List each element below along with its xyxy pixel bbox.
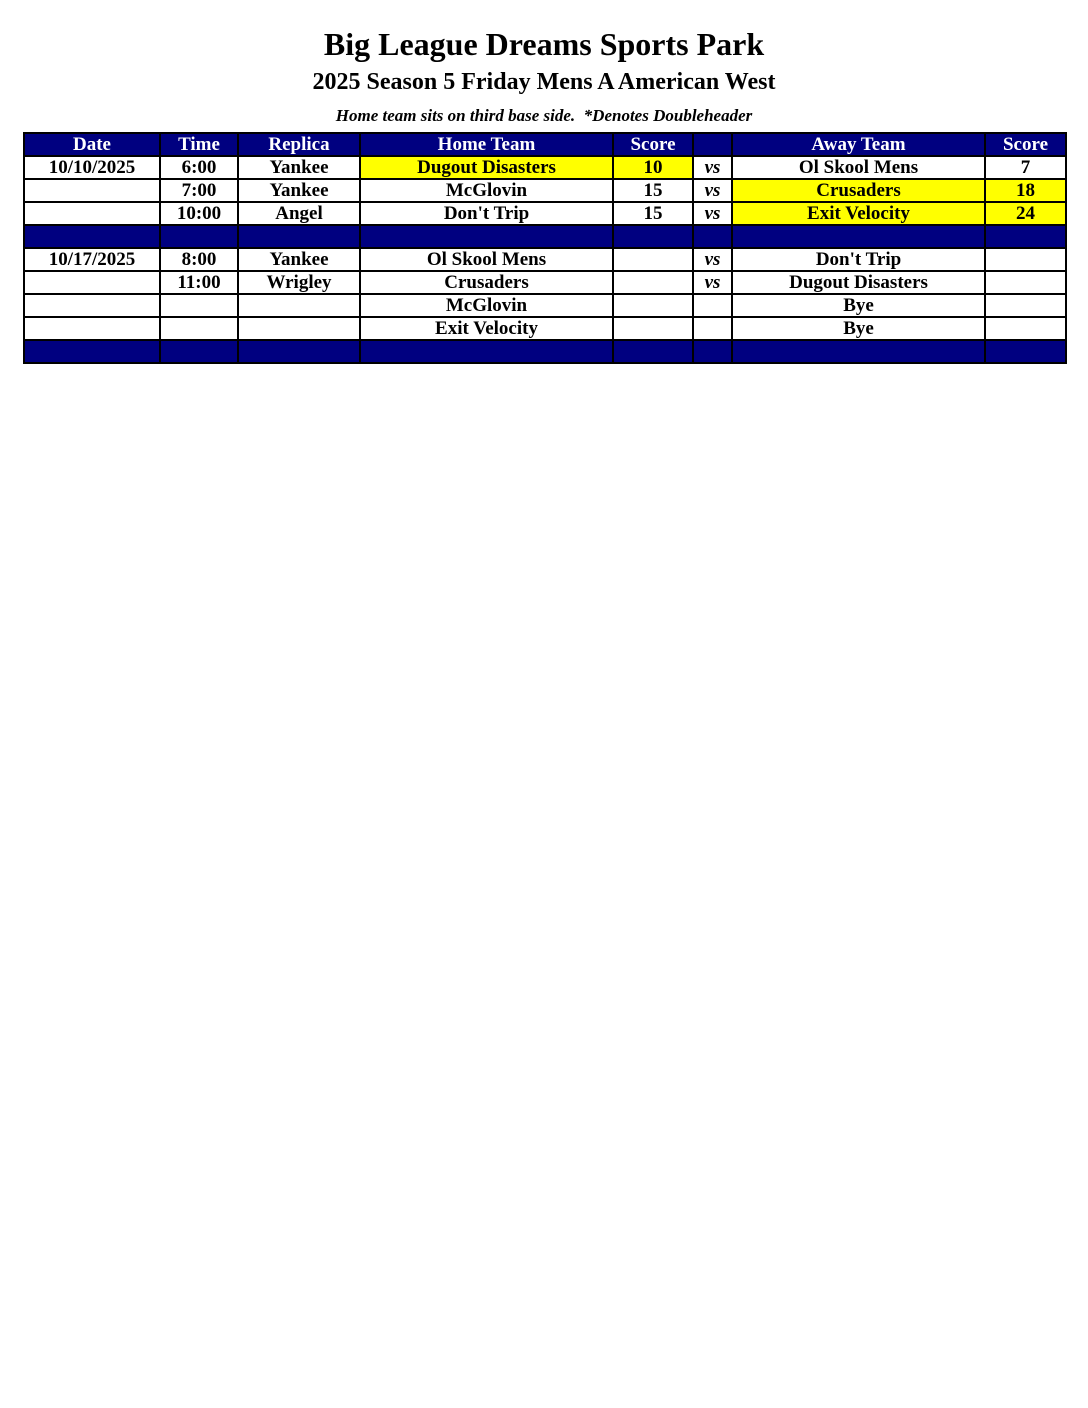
home-score-cell: 15 [613,179,693,202]
away-team-cell: Bye [732,317,985,340]
date-cell [24,294,160,317]
away-team-cell: Dugout Disasters [732,271,985,294]
separator-cell [238,225,360,248]
away-score-cell [985,294,1066,317]
vs-cell [693,317,732,340]
table-row [24,317,1066,340]
vs-cell: vs [693,156,732,179]
time-cell [160,294,238,317]
date-cell: 10/17/2025 [24,248,160,271]
separator-cell [24,340,160,363]
date-cell [24,317,160,340]
date-cell [24,202,160,225]
separator-cell [360,340,613,363]
vs-cell [693,294,732,317]
separator-cell [693,340,732,363]
home-score-cell [613,271,693,294]
home-team-cell: Exit Velocity [360,317,613,340]
separator-row [24,340,1066,363]
time-cell: 7:00 [160,179,238,202]
separator-cell [732,340,985,363]
table-header-row [24,133,1066,156]
separator-cell [985,225,1066,248]
replica-cell: Yankee [238,248,360,271]
column-header-home-team: Home Team [360,133,613,156]
away-team-cell: Crusaders [732,179,985,202]
home-team-cell: Crusaders [360,271,613,294]
time-cell: 6:00 [160,156,238,179]
replica-cell: Angel [238,202,360,225]
date-cell [24,179,160,202]
away-team-cell: Bye [732,294,985,317]
replica-cell: Yankee [238,156,360,179]
home-score-cell [613,294,693,317]
schedule-table [23,132,1067,364]
away-score-cell [985,271,1066,294]
away-team-cell: Don't Trip [732,248,985,271]
away-score-cell: 18 [985,179,1066,202]
column-header-home-score: Score [613,133,693,156]
separator-cell [360,225,613,248]
date-cell [24,271,160,294]
replica-cell [238,317,360,340]
away-score-cell [985,248,1066,271]
time-cell: 10:00 [160,202,238,225]
column-header-away-score: Score [985,133,1066,156]
away-team-cell: Ol Skool Mens [732,156,985,179]
separator-cell [613,340,693,363]
replica-cell [238,294,360,317]
column-header-vs [693,133,732,156]
home-team-cell: Ol Skool Mens [360,248,613,271]
column-header-time: Time [160,133,238,156]
table-row [24,294,1066,317]
away-score-cell: 24 [985,202,1066,225]
page-subtitle: 2025 Season 5 Friday Mens A American West [312,69,776,95]
vs-cell: vs [693,248,732,271]
separator-cell [24,225,160,248]
schedule-note: Home team sits on third base side. *Denotes Doubleheader [335,106,753,125]
home-score-cell [613,248,693,271]
column-header-date: Date [24,133,160,156]
vs-cell: vs [693,179,732,202]
home-score-cell: 15 [613,202,693,225]
page-title: Big League Dreams Sports Park [323,26,765,62]
home-team-cell: Don't Trip [360,202,613,225]
replica-cell: Wrigley [238,271,360,294]
home-team-cell: McGlovin [360,294,613,317]
table-row [24,179,1066,202]
time-cell: 11:00 [160,271,238,294]
vs-cell: vs [693,271,732,294]
away-score-cell [985,317,1066,340]
table-row [24,271,1066,294]
separator-cell [613,225,693,248]
date-cell: 10/10/2025 [24,156,160,179]
home-score-cell [613,317,693,340]
separator-cell [985,340,1066,363]
separator-cell [732,225,985,248]
vs-cell: vs [693,202,732,225]
home-team-cell: McGlovin [360,179,613,202]
separator-cell [238,340,360,363]
replica-cell: Yankee [238,179,360,202]
home-score-cell: 10 [613,156,693,179]
home-team-cell: Dugout Disasters [360,156,613,179]
time-cell [160,317,238,340]
schedule-body [24,156,1066,363]
time-cell: 8:00 [160,248,238,271]
column-header-replica: Replica [238,133,360,156]
table-row [24,156,1066,179]
separator-cell [693,225,732,248]
table-row [24,248,1066,271]
separator-row [24,225,1066,248]
column-header-away-team: Away Team [732,133,985,156]
separator-cell [160,225,238,248]
away-team-cell: Exit Velocity [732,202,985,225]
separator-cell [160,340,238,363]
away-score-cell: 7 [985,156,1066,179]
table-row [24,202,1066,225]
